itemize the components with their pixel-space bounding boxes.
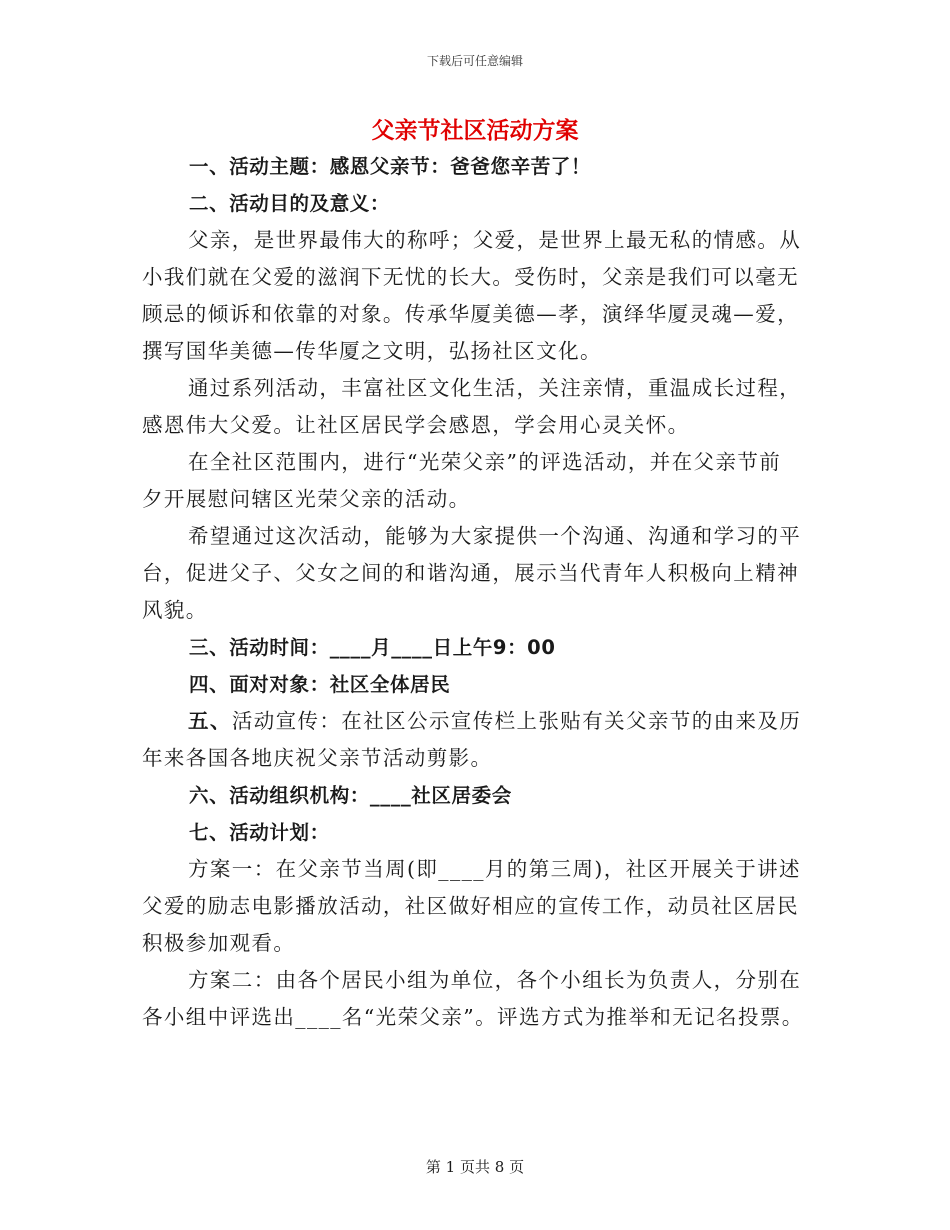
- page-footer: 第 1 页共 8 页: [425, 1158, 525, 1176]
- paragraph-line: 各小组中评选出____名“光荣父亲”。评选方式为推举和无记名投票。: [142, 1005, 804, 1029]
- paragraph-line: 撰写国华美德—传华厦之文明，弘扬社区文化。: [142, 339, 602, 363]
- paragraph-line: 感恩伟大父爱。让社区居民学会感恩，学会用心灵关怀。: [142, 413, 690, 437]
- paragraph-line: 台，促进父子、父女之间的和谐沟通，展示当代青年人积极向上精神: [142, 561, 799, 585]
- paragraph-line: 夕开展慰问辖区光荣父亲的活动。: [142, 487, 471, 511]
- paragraph-line: 希望通过这次活动，能够为大家提供一个沟通、沟通和学习的平: [188, 524, 802, 548]
- section-heading-organization: 六、活动组织机构：____社区居委会: [189, 784, 512, 807]
- paragraph-line: 方案一：在父亲节当周(即____月的第三周)，社区开展关于讲述: [188, 857, 801, 881]
- document-title: 父亲节社区活动方案: [371, 118, 579, 144]
- paragraph-line: 父爱的励志电影播放活动，社区做好相应的宣传工作，动员社区居民: [142, 894, 799, 918]
- header-note: 下载后可任意编辑: [426, 54, 523, 68]
- paragraph-line: 在全社区范围内，进行“光荣父亲”的评选活动，并在父亲节前: [188, 450, 782, 474]
- paragraph-line: 顾忌的倾诉和依靠的对象。传承华厦美德—孝，演绎华厦灵魂—爱，: [142, 302, 799, 326]
- section-heading-plan: 七、活动计划：: [189, 821, 330, 844]
- paragraph-line: 年来各国各地庆祝父亲节活动剪影。: [142, 746, 493, 770]
- section-heading-time: 三、活动时间：____月____日上午9：00: [189, 636, 556, 659]
- section-heading-purpose: 二、活动目的及意义：: [189, 192, 391, 215]
- paragraph-line: 父亲，是世界最伟大的称呼；父爱，是世界上最无私的情感。从: [188, 228, 802, 252]
- section-heading-theme: 一、活动主题：感恩父亲节：爸爸您辛苦了！: [189, 155, 592, 178]
- paragraph-line: 小我们就在父爱的滋润下无忧的长大。受伤时，父亲是我们可以毫无: [142, 265, 799, 289]
- paragraph-line: 方案二：由各个居民小组为单位，各个小组长为负责人，分别在: [188, 968, 802, 992]
- section-number-label: 五、: [188, 709, 232, 733]
- paragraph-line: 风貌。: [142, 598, 208, 622]
- section-publicity: [142, 703, 808, 740]
- section-heading-audience: 四、面对对象：社区全体居民: [189, 673, 451, 696]
- paragraph-line: 积极参加观看。: [142, 931, 296, 955]
- paragraph-line: 通过系列活动，丰富社区文化生活，关注亲情，重温成长过程，: [188, 376, 802, 400]
- document-body: [142, 148, 808, 1036]
- section-publicity-text: 活动宣传：在社区公示宣传栏上张贴有关父亲节的由来及历: [231, 709, 802, 733]
